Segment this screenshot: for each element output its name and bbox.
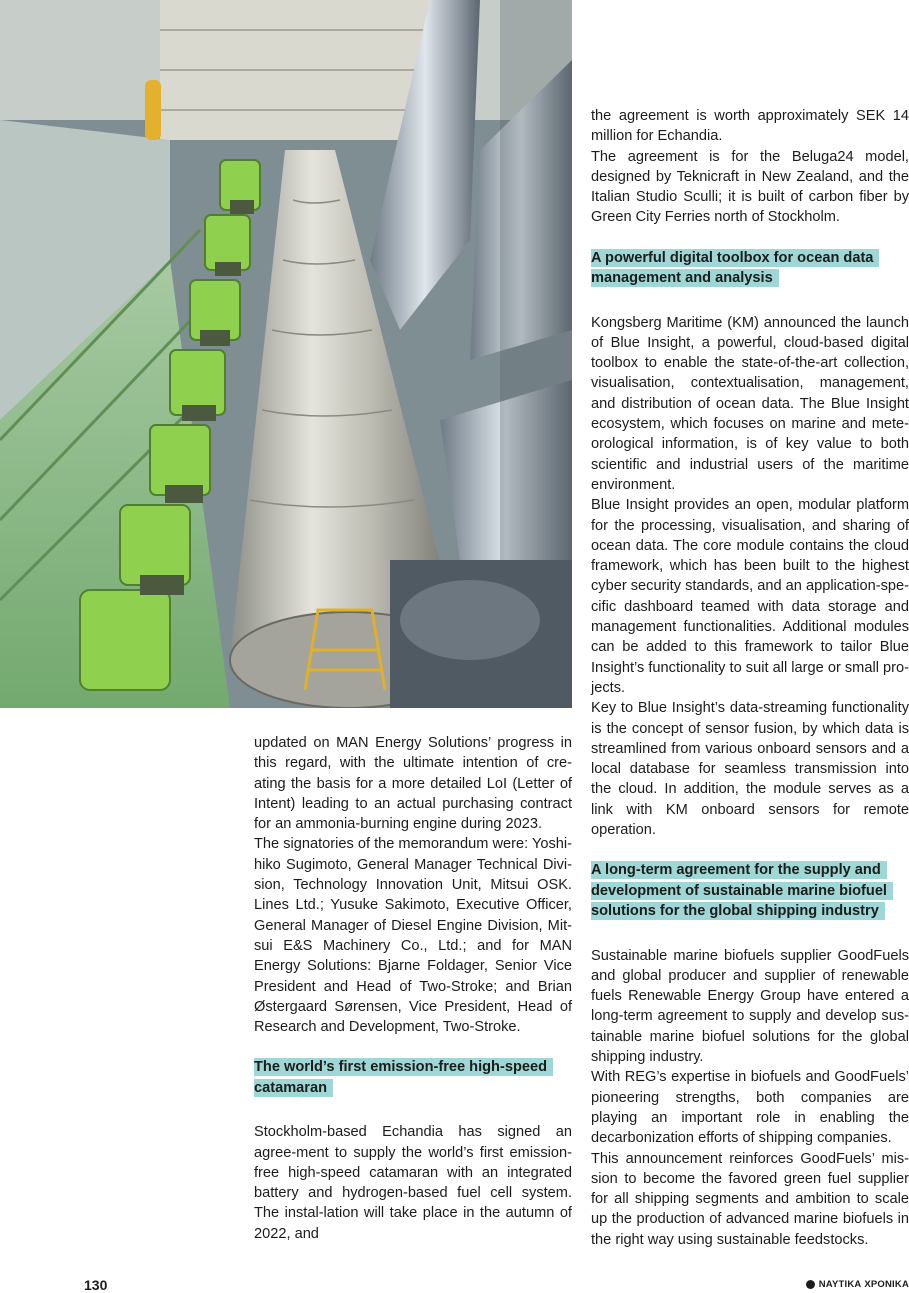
section-heading-text: A long-term agreement for the supply and development of sustainable marine biofuel solutions for the global shipping industry — [591, 861, 893, 920]
engine-room-photo — [0, 0, 572, 708]
paragraph: updated on MAN Energy Solutions’ progress in this regard, with the ultimate intention of cre-ating the basis for a more detailed LoI (Letter of Intent) leading to an actual purchasing contract for an ammonia-burning engine during 2023. — [254, 735, 572, 833]
section-heading-blue-insight — [591, 248, 909, 289]
paragraph: Blue Insight provides an open, modular platform for the processing, visualisation, and sharing of ocean data. The core module contains the cloud framework, which has been built to the highest cyber security standards, and an application-spe-cific dashboard teamed with data storage and management functionalities. Additional modules can be added to this framework to tailor Blue Insight’s functionality to suit all large or small pro-jects. — [591, 497, 909, 696]
paragraph: The agreement is for the Beluga24 model, designed by Teknicraft in New Zealand, and the Italian Studio Sculli; it is built of carbon fiber by Green City Ferries north of Stockholm. — [591, 148, 909, 226]
paragraph: The signatories of the memorandum were: Yoshi-hiko Sugimoto, General Manager Technical Divi-sion, Technology Innovation Unit, Mitsui OSK. Lines Ltd.; Yusuke Sakimoto, Executive Officer, General Manager of Diesel Engine Division, Mit-sui E&S Machinery Co., Ltd.; and for MAN Energy Solutions: Bjarne Foldager, Senior Vice President and Head of Two-Stroke; and Brian Østergaard Sørensen, Vice President, Head of Research and Development, Two-Stroke. — [254, 836, 572, 1036]
paragraph: Stockholm-based Echandia has signed an agree-ment to supply the world’s first emission-free high-speed catamaran with an integrated battery and hydrogen-based fuel cell system. The instal-lation will take place in the autumn of 2022, and — [254, 1124, 572, 1242]
paragraph: Key to Blue Insight’s data-streaming functionality is the concept of sensor fusion, by which data is streamlined from various onboard sensors and a local database for seamless transmission into the cloud. In addition, the module serves as a link with KM onboard sensors for remote operation. — [591, 700, 909, 839]
section-heading-biofuel — [591, 860, 909, 921]
left-text-column — [254, 733, 572, 1244]
paragraph: the agreement is worth approximately SEK 14 million for Echandia. — [591, 108, 909, 145]
paragraph: This announcement reinforces GoodFuels’ mis-sion to become the favored green fuel supplier for all shipping segments and ambition to scale up the production of advanced marine biofuels in the right way using sustainable feedstocks. — [591, 1150, 909, 1248]
right-text-column — [591, 106, 909, 1250]
paragraph: Kongsberg Maritime (KM) announced the launch of Blue Insight, a powerful, cloud-based digital toolbox to enable the state-of-the-art collection, visualisation, contextualisation, management, and distribution of ocean data. The Blue Insight ecosystem, which focuses on marine and mete-orological information, is of key value to both scientific and industrial users of the maritime environment. — [591, 314, 909, 493]
publication-name-text: ΝΑΥΤΙΚΑ ΧΡΟΝΙΚΑ — [818, 1279, 909, 1290]
page-number: 130 — [84, 1277, 108, 1293]
section-heading-catamaran — [254, 1057, 572, 1098]
paragraph: With REG’s expertise in biofuels and GoodFuels’ pioneering strengths, both companies are playing an important role in enabling the decarbonization efforts of shipping companies. — [591, 1069, 909, 1147]
engine-room-illustration — [0, 0, 572, 708]
publication-name — [806, 1279, 909, 1290]
section-heading-text: The world’s first emission-free high-speed catamaran — [254, 1058, 553, 1096]
paragraph: Sustainable marine biofuels supplier GoodFuels and global producer and supplier of renewable fuels Renewable Energy Group have entered a long-term agreement to supply and develop sus-tainable marine biofuel solutions for the global shipping industry. — [591, 947, 909, 1066]
publication-logo-icon — [806, 1280, 815, 1289]
section-heading-text: A powerful digital toolbox for ocean data management and analysis — [591, 249, 879, 287]
